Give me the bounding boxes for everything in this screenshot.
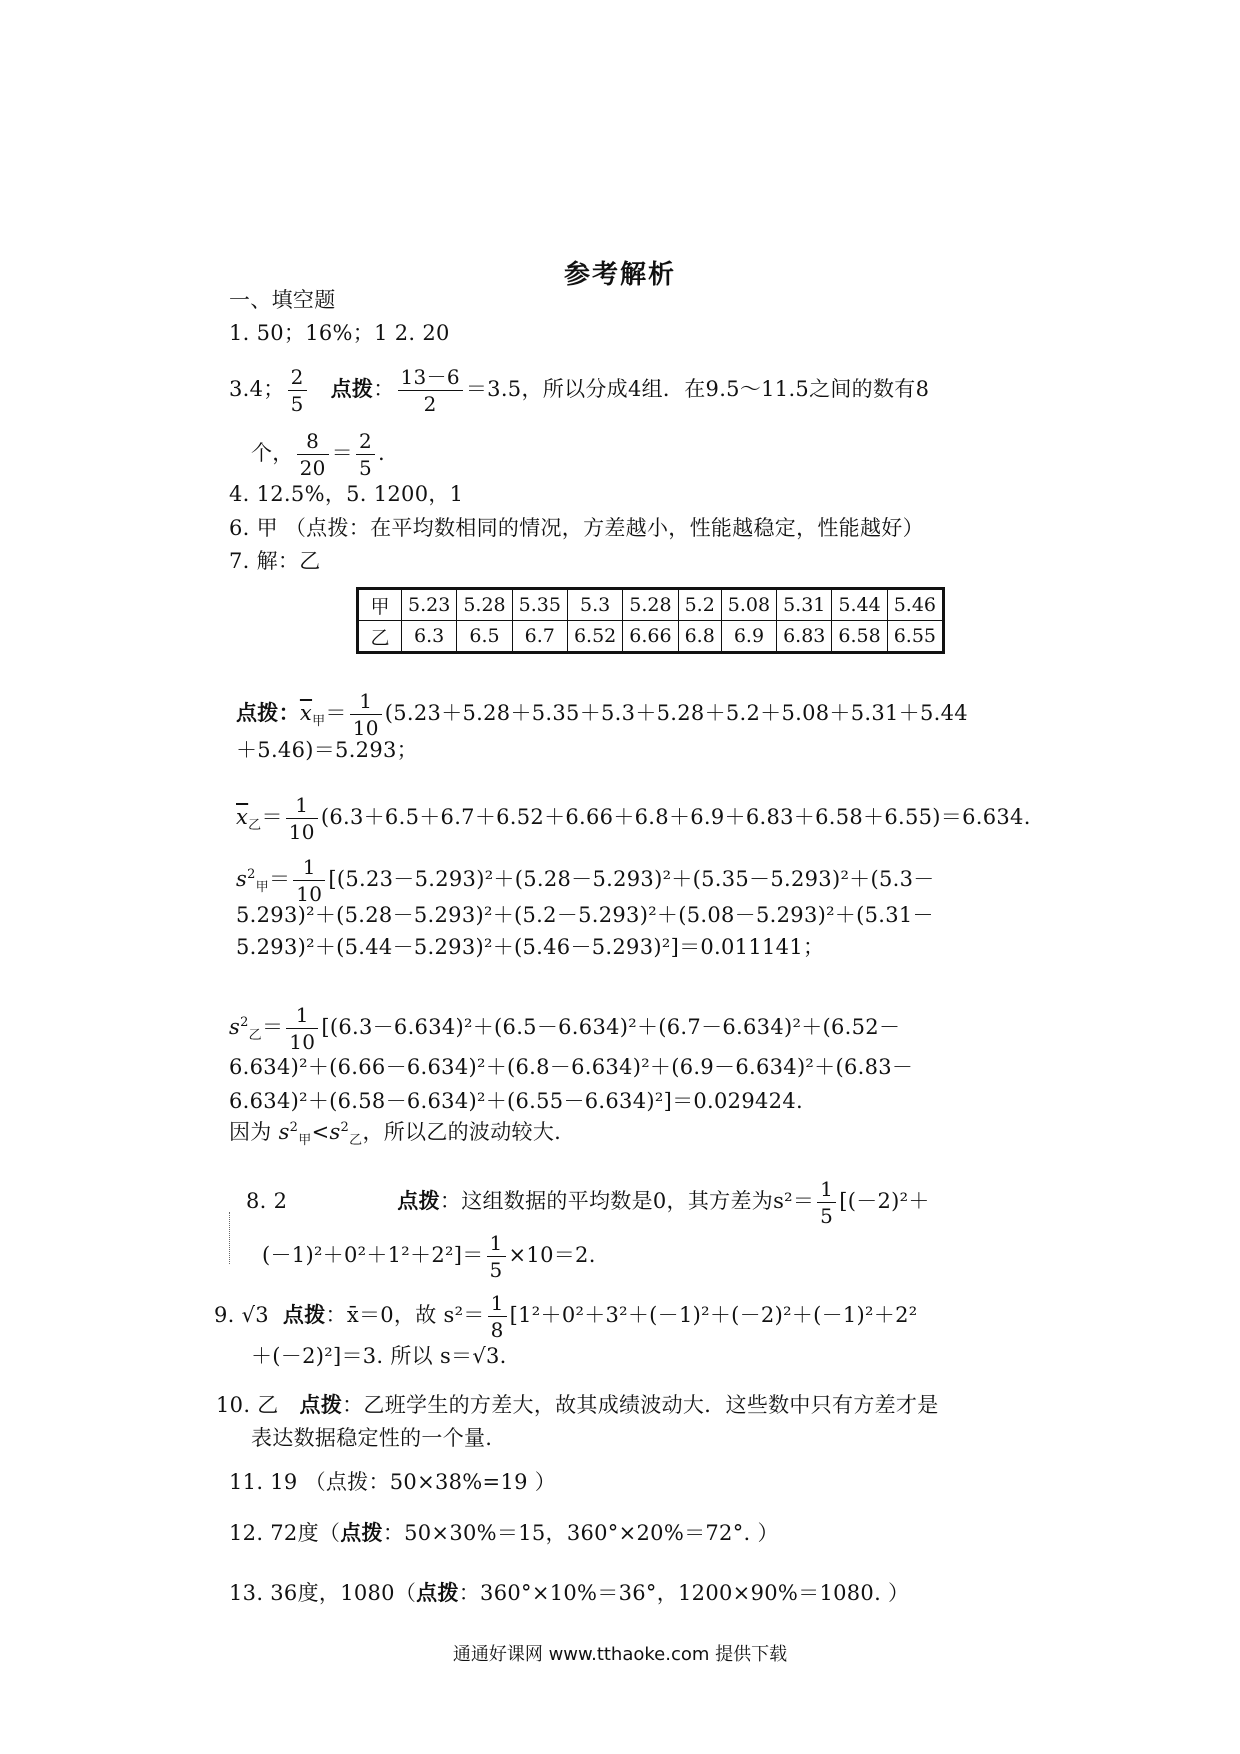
tip-label: 点拨 bbox=[397, 1188, 440, 1213]
answer-3-cont: 个， $\frac{8}{20}$ ＝ $\frac{2}{5}$ . bbox=[251, 429, 385, 480]
answer-9-cont: ＋(－2)²]＝3. 所以 s＝√3. bbox=[251, 1344, 507, 1368]
answer-13: 13. 36度，1080（点拨：360°×10%＝36°，1200×90%＝1080. ） bbox=[229, 1580, 910, 1605]
table-cell: 6.58 bbox=[832, 621, 887, 653]
fraction: $\frac{1}{8}$ bbox=[488, 1292, 507, 1341]
tip-label: 点拨： bbox=[236, 700, 300, 725]
answer-6: 6. 甲 （点拨：在平均数相同的情况，方差越小，性能越稳定，性能越好） bbox=[229, 516, 924, 540]
page-title: 参考解析 bbox=[563, 260, 676, 290]
table-row bbox=[358, 589, 944, 621]
table-cell: 6.52 bbox=[567, 621, 622, 653]
table-cell: 5.23 bbox=[402, 589, 457, 621]
fraction: $\frac{1}{10}$ bbox=[293, 856, 325, 905]
fraction: $\frac{2}{5}$ bbox=[356, 430, 375, 479]
answer-8-cont: (－1)²＋0²＋1²＋2²]＝ $\frac{1}{5}$ ×10＝2. bbox=[262, 1231, 596, 1282]
table-cell: 6.9 bbox=[721, 621, 776, 653]
mean-jia: 点拨：$\overline{x}_甲=$ $\frac{1}{10}$ (5.23＋5.28＋5.35＋5.3＋5.28＋5.2＋5.08＋5.31＋5.44 bbox=[236, 689, 968, 740]
margin-mark bbox=[229, 1212, 231, 1264]
row-header: 乙 bbox=[358, 621, 402, 653]
table-row bbox=[358, 621, 944, 653]
answer-9: 9. √3 点拨：x̄＝0，故 s²＝ $\frac{1}{8}$ [1²＋0²＋3²＋(－1)²＋(－2)²＋(－1)²＋2² bbox=[214, 1291, 918, 1342]
answer-1-2: 1. 50；16%；1 2. 20 bbox=[229, 321, 450, 345]
table-cell: 5.44 bbox=[832, 589, 887, 621]
section-heading: 一、填空题 bbox=[229, 288, 336, 312]
tip-label: 点拨 bbox=[299, 1392, 343, 1417]
answer-10: 10. 乙 点拨：乙班学生的方差大，故其成绩波动大．这些数中只有方差才是 bbox=[216, 1392, 939, 1417]
table-cell: 5.28 bbox=[623, 589, 678, 621]
footer-credit: 通通好课网 www.tthaoke.com 提供下载 bbox=[452, 1644, 788, 1665]
table-cell: 5.46 bbox=[887, 589, 943, 621]
table-cell: 6.5 bbox=[457, 621, 512, 653]
variance-jia: $s^2_甲=$ $\frac{1}{10}$ [(5.23－5.293)²＋(5.28－5.293)²＋(5.35－5.293)²＋(5.3－ bbox=[236, 855, 935, 906]
tip-label: 点拨 bbox=[282, 1302, 326, 1327]
variance-jia-cont: 5.293)²＋(5.28－5.293)²＋(5.2－5.293)²＋(5.08－5.293)²＋(5.31－ bbox=[236, 903, 934, 927]
variance-yi-cont: 6.634)²＋(6.66－6.634)²＋(6.8－6.634)²＋(6.9－6.634)²＋(6.83－ bbox=[229, 1055, 914, 1079]
answer-3: 3.4； $\frac{2}{5}$ 点拨： $\frac{13-6}{2}$ ＝3.5，所以分成4组．在9.5～11.5之间的数有8 bbox=[229, 365, 930, 416]
table-cell: 5.3 bbox=[567, 589, 622, 621]
variance-jia-result: 5.293)²＋(5.44－5.293)²＋(5.46－5.293)²]＝0.011141； bbox=[236, 935, 825, 959]
fraction: $\frac{1}{10}$ bbox=[350, 690, 382, 739]
mean-yi: $\overline{x}_乙=$ $\frac{1}{10}$ (6.3＋6.5＋6.7＋6.52＋6.66＋6.8＋6.9＋6.83＋6.58＋6.55)＝6.634. bbox=[236, 793, 1031, 844]
fraction: $\frac{1}{5}$ bbox=[817, 1178, 836, 1227]
answer-11: 11. 19 （点拨：50×38%=19 ） bbox=[229, 1470, 557, 1494]
table-cell: 5.2 bbox=[678, 589, 721, 621]
table-cell: 5.28 bbox=[457, 589, 512, 621]
answer-3-text: ＝3.5，所以分成4组．在9.5～11.5之间的数有8 bbox=[465, 377, 930, 401]
variance-yi-result: 6.634)²＋(6.58－6.634)²＋(6.55－6.634)²]＝0.029424. bbox=[229, 1089, 803, 1113]
table-cell: 6.55 bbox=[887, 621, 943, 653]
conclusion: 因为 $s^2_甲<s^2_乙$，所以乙的波动较大. bbox=[229, 1120, 562, 1149]
answer-7: 7. 解：乙 bbox=[229, 549, 321, 573]
answer-8: 8. 2 点拨：这组数据的平均数是0，其方差为s²＝ $\frac{1}{5}$ [(－2)²＋ bbox=[246, 1177, 930, 1228]
fraction: $\frac{1}{5}$ bbox=[487, 1232, 506, 1281]
table-cell: 6.3 bbox=[402, 621, 457, 653]
table-cell: 6.8 bbox=[678, 621, 721, 653]
table-cell: 6.83 bbox=[777, 621, 832, 653]
fraction: $\frac{13-6}{2}$ bbox=[398, 366, 463, 415]
row-header: 甲 bbox=[358, 589, 402, 621]
answer-4-5: 4. 12.5%，5. 1200，1 bbox=[229, 482, 464, 506]
fraction: $\frac{8}{20}$ bbox=[297, 430, 329, 479]
answer-10-cont: 表达数据稳定性的一个量. bbox=[251, 1426, 493, 1450]
answer-12: 12. 72度（点拨：50×30%＝15，360°×20%＝72°. ） bbox=[229, 1520, 779, 1545]
table-cell: 6.7 bbox=[512, 621, 567, 653]
variance-yi: $s^2_乙=$ $\frac{1}{10}$ [(6.3－6.634)²＋(6.5－6.634)²＋(6.7－6.634)²＋(6.52－ bbox=[229, 1003, 901, 1054]
data-table bbox=[356, 587, 945, 654]
tip-label: 点拨 bbox=[330, 376, 374, 401]
tip-label: 点拨 bbox=[340, 1520, 383, 1545]
table-cell: 5.08 bbox=[721, 589, 776, 621]
answer-3-lead: 3.4； bbox=[229, 377, 285, 401]
table-cell: 6.66 bbox=[623, 621, 678, 653]
fraction: $\frac{2}{5}$ bbox=[288, 366, 307, 415]
mean-jia-cont: ＋5.46)＝5.293； bbox=[236, 738, 418, 762]
table-cell: 5.35 bbox=[512, 589, 567, 621]
tip-label: 点拨 bbox=[416, 1580, 459, 1605]
fraction: $\frac{1}{10}$ bbox=[286, 1004, 318, 1053]
fraction: $\frac{1}{10}$ bbox=[286, 794, 318, 843]
table-cell: 5.31 bbox=[777, 589, 832, 621]
